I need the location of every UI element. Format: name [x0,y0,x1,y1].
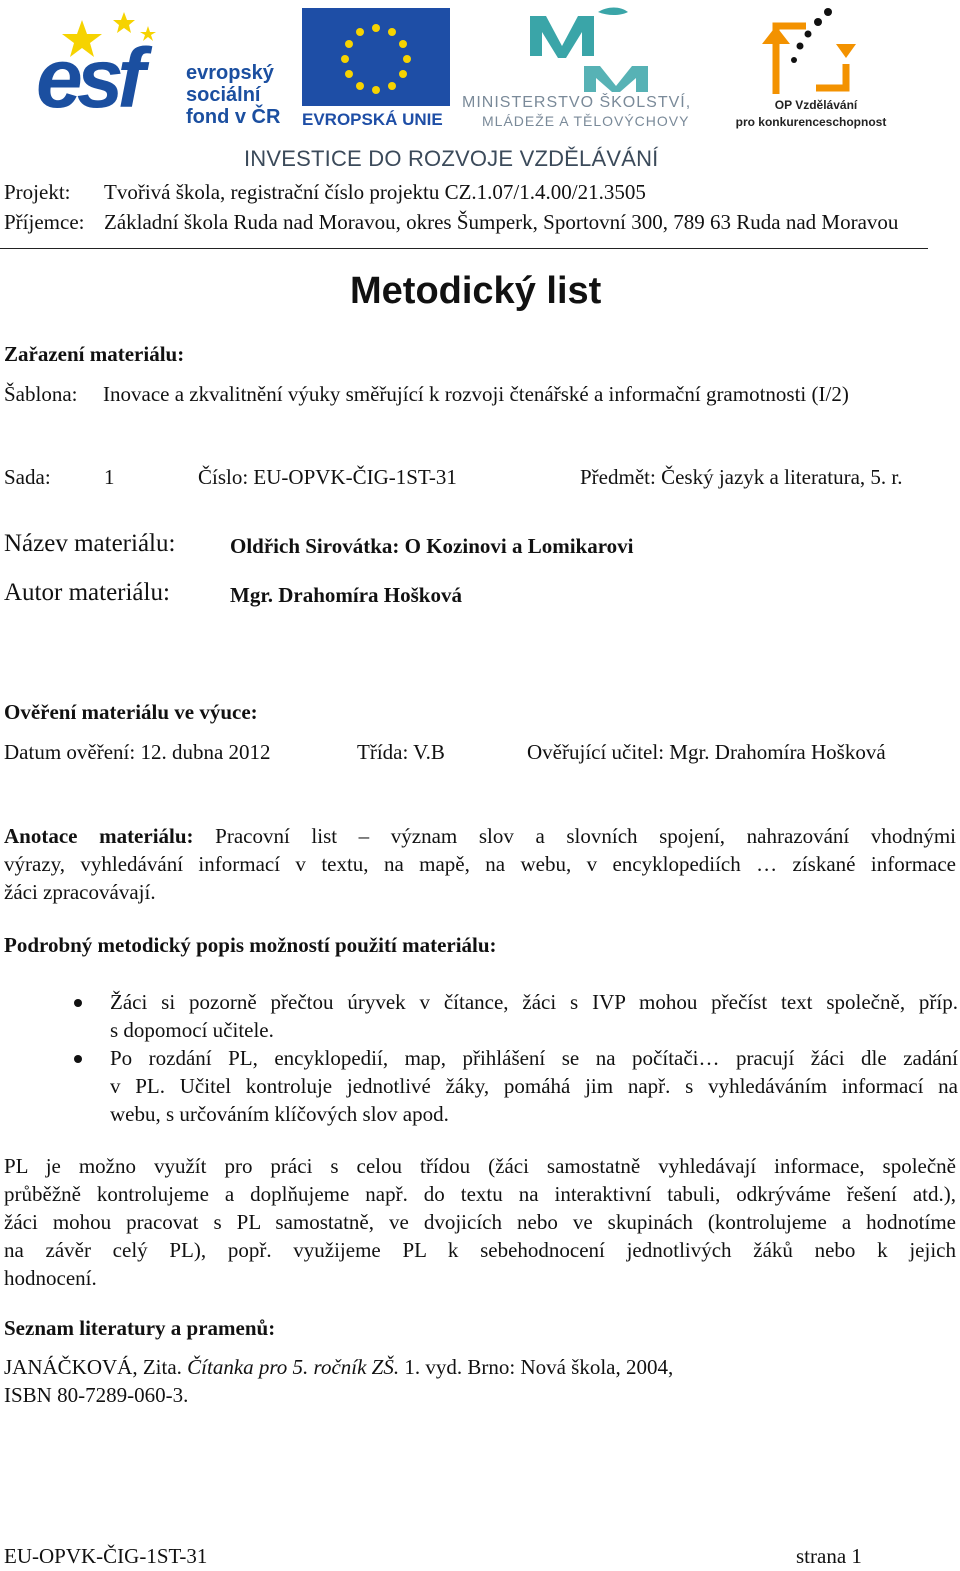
msmt-logo [462,6,722,130]
bullet-icon [74,999,82,1007]
popis-heading: Podrobný metodický popis možností použití materiálu: [4,933,497,957]
datum-overeni: Datum ověření: 12. dubna 2012 [4,740,271,764]
msmt-line2: MLÁDEŽE A TĚLOVÝCHOVY [482,113,690,129]
eu-stars-icon [302,8,450,106]
citation-isbn: ISBN 80-7289-060-3. [4,1383,189,1407]
op-line2: pro konkurenceschopnost [735,115,887,129]
nazev-label: Název materiálu: [4,530,176,557]
sablona-label: Šablona: [4,382,78,406]
popis-bullet-list [0,988,958,1128]
predmet: Předmět: Český jazyk a literatura, 5. r. [580,465,903,489]
sada-value: 1 [104,465,115,489]
header-divider [0,248,928,249]
op-line1: OP Vzdělávání [774,98,858,112]
msmt-emblem-icon [524,6,654,92]
projekt-value: Tvořivá škola, registrační číslo projektu CZ.1.07/1.4.00/21.3505 [104,180,646,204]
autor-value: Mgr. Drahomíra Hošková [230,583,462,607]
esf-logo [36,8,296,136]
sada-label: Sada: [4,465,51,489]
citation-author: JANÁČKOVÁ, Zita. [4,1355,182,1379]
anotace-line3: žáci zpracovávají. [4,880,156,904]
autor-label: Autor materiálu: [4,579,170,606]
footer-code: EU-OPVK-ČIG-1ST-31 [4,1544,208,1568]
cislo: Číslo: EU-OPVK-ČIG-1ST-31 [198,465,457,489]
list-item: Po rozdání PL, encyklopedií, map, přihlášení se na počítači… pracují žáci dle zadání v PL. Učitel kontroluje jednotlivé žáky, pomáhá jim např. s vyhledáváním informací na webu, s určováním klíčových slov apod. [0,1044,958,1128]
literatura-citation [4,1355,673,1380]
prijemce-value: Základní škola Ruda nad Moravou, okres Šumperk, Sportovní 300, 789 63 Ruda nad Moravou [104,210,899,234]
literatura-heading: Seznam literatury a pramenů: [4,1316,276,1340]
footer-page-number: strana 1 [796,1544,862,1568]
anotace-line2: výrazy, vyhledávání informací v textu, na mapě, na webu, v encyklopediích … získané informace [4,852,956,876]
anotace-label: Anotace materiálu: [4,824,194,848]
page-title: Metodický list [350,270,602,312]
eu-flag-icon [302,8,450,106]
overujici-ucitel: Ověřující učitel: Mgr. Drahomíra Hošková [527,740,886,764]
anotace-line1: Pracovní list – význam slov a slovních spojení, nahrazování vhodnými [215,824,957,848]
tagline: INVESTICE DO ROZVOJE VZDĚLÁVÁNÍ [244,146,659,171]
prijemce-label: Příjemce: [4,210,85,234]
bullet-icon [74,1055,82,1063]
anotace-paragraph [4,822,956,906]
esf-letters: esf [36,31,140,125]
nazev-value: Oldřich Sirovátka: O Kozinovi a Lomikarovi [230,534,634,558]
zarazeni-heading: Zařazení materiálu: [4,342,185,366]
op-logo [726,4,896,130]
eu-logo [302,8,452,130]
msmt-line1: MINISTERSTVO ŠKOLSTVÍ, [462,94,692,111]
citation-rest: 1. vyd. Brno: Nová škola, 2004, [404,1355,674,1379]
sablona-value: Inovace a zkvalitnění výuky směřující k rozvoji čtenářské a informační gramotnosti (I/2) [103,382,849,406]
projekt-label: Projekt: [4,180,71,204]
overeni-heading: Ověření materiálu ve výuce: [4,700,258,724]
eu-label: EVROPSKÁ UNIE [302,110,443,129]
trida: Třída: V.B [357,740,445,764]
list-item: Žáci si pozorně přečtou úryvek v čítance, žáci s IVP mohou přečíst text společně, příp. s dopomocí učitele. [0,988,958,1044]
esf-text: evropský sociální fond v ČR [186,62,281,128]
popis-paragraph: PL je možno využít pro práci s celou třídou (žáci samostatně vyhledávají informace, společně průběžně kontrolujeme a doplňujeme např. do textu na interaktivní tabuli, odkrýváme řešení atd.), žáci mohou pracovat s PL samostatně, ve dvojicích nebo ve skupinách (kontrolujeme a hodnotíme na závěr celý PL), popř. využijeme PL k sebehodnocení jednotlivých žáků nebo k jejich hodnocení. [4,1154,956,1290]
citation-title: Čítanka pro 5. ročník ZŠ. [187,1355,400,1379]
op-emblem-icon [756,4,866,96]
